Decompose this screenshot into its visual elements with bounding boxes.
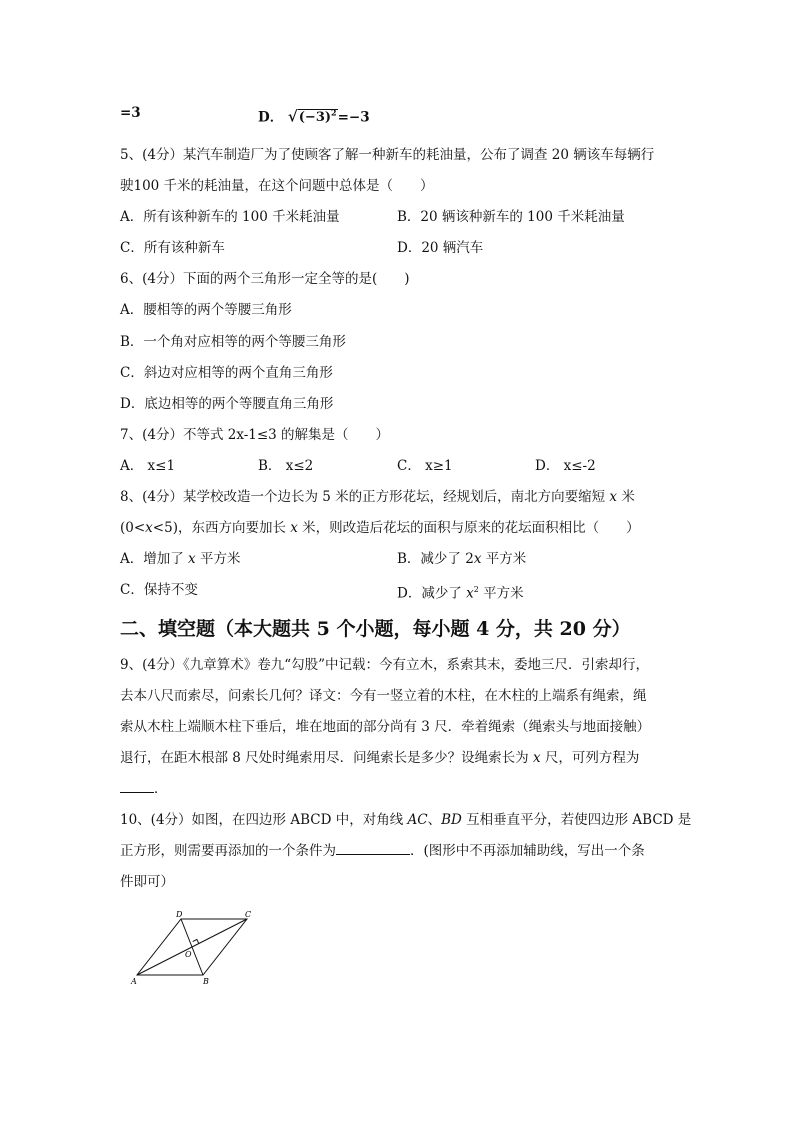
q9-l4-pre: 退行，在距木根部 8 尺处时绳索用尽．问绳索长是多少？设绳索长为 <box>120 750 533 766</box>
q5-option-c: C．所有该种新车 <box>120 240 225 256</box>
q9-answer-blank[interactable] <box>120 780 154 793</box>
q8-l1-pre: 8、(4分）某学校改造一个边长为 5 米的正方形花坛，经规划后，南北方向要缩短 <box>120 489 610 505</box>
label-d: D <box>176 910 183 919</box>
q9-l4-post: 尺，可列方程为 <box>540 750 640 766</box>
q7-option-b: B． x≤2 <box>258 458 314 474</box>
q8-d-var: x <box>466 585 474 602</box>
q9-line4 <box>120 749 639 767</box>
q5-option-a: A．所有该种新车的 100 千米耗油量 <box>120 209 340 225</box>
q8-l2-var2: x <box>290 520 298 536</box>
q8-option-a <box>120 550 240 568</box>
q8-d-exp: 2 <box>473 585 479 594</box>
q4-result: =−3 <box>337 109 370 126</box>
q10-l1-pre: 10、(4分）如图，在四边形 ABCD 中，对角线 <box>120 812 408 828</box>
q5-option-d: D．20 辆汽车 <box>397 240 484 256</box>
q5-stem-line2: 驶100 千米的耗油量，在这个问题中总体是（ ） <box>120 178 434 194</box>
q7-stem: 7、(4分）不等式 2x-1≤3 的解集是（ ） <box>120 427 390 443</box>
q8-l1-var: x <box>609 489 618 505</box>
q8-option-b <box>397 550 526 568</box>
q8-d-post: 平方米 <box>478 585 524 602</box>
right-angle-mark <box>193 939 199 943</box>
q8-b-var: x <box>473 551 482 567</box>
q8-b-pre: B．减少了 2 <box>397 551 474 567</box>
q4-radicand: (−3) <box>298 110 332 126</box>
q8-d-pre: D．减少了 <box>397 585 467 602</box>
q10-answer-blank[interactable] <box>336 842 410 855</box>
q8-stem-line2 <box>120 519 640 537</box>
q4-option-d <box>258 104 370 127</box>
q8-l2-pre: (0< <box>120 520 146 536</box>
q7-option-d: D． x≤-2 <box>535 458 596 474</box>
q6-stem: 6、(4分）下面的两个三角形一定全等的是( ) <box>120 271 410 287</box>
q6-option-c: C．斜边对应相等的两个直角三角形 <box>120 365 333 381</box>
q10-line3: 件即可） <box>120 874 174 890</box>
q4-tail-text: =3 <box>120 105 141 121</box>
label-o: O <box>185 950 192 959</box>
label-b: B <box>203 977 209 986</box>
q8-l2-var1: x <box>145 520 153 536</box>
q7-option-c: C． x≥1 <box>397 458 453 474</box>
q8-a-post: 平方米 <box>195 551 241 567</box>
q8-a-var: x <box>188 551 196 567</box>
label-c: C <box>245 910 252 919</box>
q5-option-b: B．20 辆该种新车的 100 千米耗油量 <box>397 209 625 225</box>
q10-l2-post: ．(图形中不再添加辅助线，写出一个条 <box>410 843 645 859</box>
q10-l1-ac: AC <box>407 812 428 828</box>
q6-option-d: D．底边相等的两个等腰直角三角形 <box>120 396 334 412</box>
q9-l4-var: x <box>532 750 541 766</box>
q10-line2 <box>120 842 645 860</box>
q8-l2-mid: <5)，东西方向要加长 <box>152 520 291 536</box>
diagonal-bd <box>181 919 203 975</box>
q10-l1-post: 互相垂直平分，若使四边形 ABCD 是 <box>461 812 692 828</box>
q9-l5-end: ． <box>154 781 168 797</box>
section-title-fill-in: 二、填空题（本大题共 5 个小题，每小题 4 分，共 20 分） <box>120 618 631 640</box>
q10-line1 <box>120 811 691 829</box>
q8-option-c: C．保持不变 <box>120 582 198 598</box>
q6-option-b: B．一个角对应相等的两个等腰三角形 <box>120 334 346 350</box>
q4-option-d-label: D． <box>258 109 284 126</box>
q10-l1-bd: BD <box>441 812 462 828</box>
q6-option-a: A．腰相等的两个等腰三角形 <box>120 302 292 318</box>
q8-b-post: 平方米 <box>481 551 527 567</box>
q9-line3: 索从木柱上端顺木柱下垂后，堆在地面的部分尚有 3 尺．牵着绳索（绳索头与地面接触） <box>120 719 651 735</box>
q8-l1-post: 米 <box>617 489 635 505</box>
q4-exponent: 2 <box>331 108 337 118</box>
radical-sign-icon: √ <box>287 107 298 126</box>
q9-line5 <box>120 780 168 798</box>
q5-stem-line1: 5、(4分）某汽车制造厂为了使顾客了解一种新车的耗油量，公布了调查 20 辆该车每辆行 <box>120 147 655 163</box>
q8-a-pre: A．增加了 <box>120 551 189 567</box>
q8-stem-line1 <box>120 488 635 506</box>
q10-l2-pre: 正方形，则需要再添加的一个条件为 <box>120 843 336 859</box>
q10-l1-sep: 、 <box>427 812 442 828</box>
q9-line1: 9、(4分）《九章算术》卷九“勾股”中记载：今有立木，系索其末，委地三尺．引索却行， <box>120 657 649 673</box>
label-a: A <box>131 977 137 986</box>
q8-option-d <box>397 581 524 603</box>
sqrt-expression <box>288 104 338 127</box>
rhombus-figure <box>125 905 265 990</box>
q8-l2-post: 米，则改造后花坛的面积与原来的花坛面积相比（ ） <box>297 520 640 536</box>
q7-option-a: A． x≤1 <box>120 458 176 474</box>
q9-line2: 去本八尺而索尽，问索长几何？译文：今有一竖立着的木柱，在木柱的上端系有绳索，绳 <box>120 688 647 704</box>
